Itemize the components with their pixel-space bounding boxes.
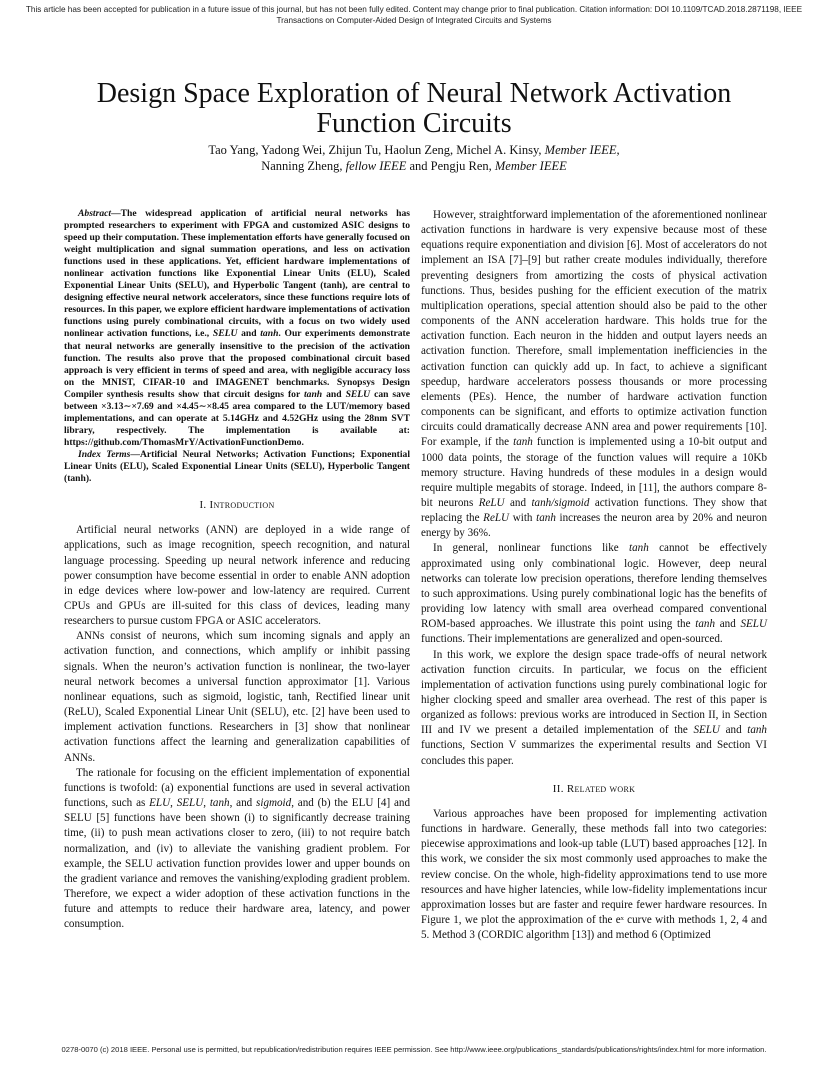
text-run: ,	[203, 797, 210, 810]
abstract-and-2: and	[322, 388, 346, 400]
intro-paragraph-3	[64, 766, 410, 933]
authors-names-1: Tao Yang, Yadong Wei, Zhijun Tu, Haolun Zeng, Michel A. Kinsy,	[208, 143, 542, 157]
term-tanh: tanh	[536, 512, 556, 525]
section-heading-related-work	[421, 782, 767, 797]
text-run: , and	[229, 797, 257, 810]
authors-line-2	[60, 158, 768, 174]
index-terms-text: —Artificial Neural Networks; Activation Functions; Exponential Linear Units (ELU), Scaled Exponential Linear Units (SELU), Hyperbolic Tangent (tanh).	[64, 448, 410, 485]
term-tanh: tanh	[629, 542, 649, 555]
intro-paragraph-1: Artificial neural networks (ANN) are deployed in a wide range of applications, such as image recognition, speech recognition, and natural language processing. Speeding up neural network inference and reducing power consumption have become essential in order to enable ANN adoption in edge devices where low-power and low-latency are required. Current CPUs and GPUs are ill-suited for this class of devices, leading many researchers to pursue custom FPGA or ASIC accelerators.	[64, 524, 410, 628]
left-column	[64, 208, 410, 932]
text-run: function is implemented using a 10-bit output and 1000 data points, the storage of the function values will require a 10Kb memory structure. Having hundreds of these modules in a design would require multiple megabits of storage. Indeed, in [11], the authors compare 8-bit neurons	[421, 436, 767, 509]
term-selu: SELU	[176, 797, 204, 810]
section-number: II.	[552, 782, 564, 795]
abstract-text-3: can save between ×3.13∼×7.69 and ×4.45∼×8.45 area compared to the LUT/memory based implementations, and can operate at 5.14GHz and 4.52GHz using the 28nm SVT library, respectively. The implementation is available at: https://github.com/ThomasMrY/ActivationFunctionDemo.	[64, 388, 411, 448]
text-run: functions. Their implementations are generalized and open-sourced.	[421, 633, 723, 646]
authors-line-1	[60, 142, 768, 158]
paper-title	[40, 79, 788, 139]
author-membership-2: fellow IEEE	[345, 159, 407, 173]
term-tanh: tanh	[695, 618, 715, 631]
term-elu: ELU	[149, 797, 171, 810]
abstract-selu: SELU	[212, 328, 238, 340]
term-selu: SELU	[693, 724, 720, 737]
abstract-label: Abstract	[78, 208, 112, 219]
term-selu: SELU	[740, 618, 767, 631]
author-list	[60, 142, 768, 174]
text-run: However, straightforward implementation of the aforementioned nonlinear activation functions in hardware is very expensive because most of these equations require exponentiation and division [6]. Most of accelerators do not implement an ISA [7]–[9] but rather create modules individually, therefore preventing designers from amortizing the costs of physical activation functions. Thus, besides pushing for the efficient execution of the matrix multiplication operations, special attention should also be paid to the other components of the ANN acceleration hardware. This holds true for the activation function. Each neuron in the hidden and output layers needs an activation function. Therefore, small implementation inefficiencies in the activation function can quickly add up. In fact, to achieve a significant speedup, hardware accelerators possess thousands or more processing elements (PEs). Hence, the number of hardware activation function components can be significant, and efforts to optimize activation function circuits could dramatically decrease ANN area and power requirements [10]. For example, if the	[421, 209, 767, 449]
section-heading-introduction	[64, 498, 410, 513]
section-title: Introduction	[209, 499, 275, 512]
authors-names-3: and Pengju Ren,	[409, 159, 492, 173]
intro-paragraph-2: ANNs consist of neurons, which sum incoming signals and apply an activation function, and connections, which amplify or inhibit passing signals. When the neuron’s activation function is nonlinear, the two-layer neural network becomes a universal function approximator [1]. Various nonlinear equations, such as sigmoid, logistic, tanh, Rectified linear unit (ReLU), Scaled Exponential Linear Unit (SELU), etc. [2] have been used to implement activation functions. Researchers in [3] show that nonlinear activation functions affect the learning and generalization capabilities of ANNs.	[64, 630, 410, 764]
intro-paragraph-4	[421, 208, 767, 541]
intro-paragraph-6	[421, 648, 767, 769]
text-run: The rationale for focusing on the efficient implementation of exponential functions is twofold: (a) exponential functions are used in several activation functions, such as	[64, 766, 410, 810]
intro-paragraph-5	[421, 541, 767, 647]
text-run: In this work, we explore the design space trade-offs of neural network activation function circuits. In particular, we focus on the efficient implementation of activation functions using purely combinational logic for higher clocking speed and smaller area overhead. The rest of this paper is organized as follows: previous works are introduced in Section II, in Section III and IV we present a detailed implementation of the	[421, 648, 767, 737]
text-run: In general, nonlinear functions like	[433, 542, 630, 555]
term-tanh: tanh	[209, 797, 230, 810]
publication-notice-header	[0, 4, 828, 26]
text-run: activation functions. They show that replacing the	[421, 496, 767, 525]
text-run: increases the neuron area by 20% and neuron energy by 36%.	[421, 512, 767, 540]
abstract-tanh-2: tanh	[304, 388, 323, 400]
author-membership-3: Member IEEE	[494, 159, 567, 173]
abstract-selu-2: SELU	[345, 388, 371, 400]
text-run: and	[719, 724, 748, 737]
text-run: functions, Section V summarizes the experimental results and Section VI concludes this paper.	[421, 739, 767, 767]
copyright-footer: 0278-0070 (c) 2018 IEEE. Personal use is permitted, but republication/redistribution requires IEEE permission. See http://www.ieee.org/publications_standards/publications/rights/index.html for more information.	[61, 1045, 767, 1054]
term-tanh: tanh	[513, 436, 533, 449]
author-membership-1: Member IEEE,	[544, 143, 620, 157]
text-run: , and (b) the ELU [4] and SELU [5] functions have been shown (i) to significantly decrease training time, (ii) to push mean activations closer to zero, (iii) to not require batch normalization, and (iv) to alleviate the vanishing gradient problem. For example, the SELU activation function provides lower and upper bounds on the gradient variance and removes the vanishing/exploding gradient problem. Therefore, we expect a wider adoption of these activation functions in the future and attempts to reduce their hardware area, latency, and power consumption.	[64, 797, 410, 931]
section-title: Related work	[566, 782, 636, 795]
text-run: and	[715, 618, 741, 631]
related-paragraph-1: Various approaches have been proposed for implementing activation functions in hardware. Generally, these methods fall into two categories: piecewise approximations and look-up table (LUT) based approaches [12]. In this work, we consider the six most commonly used approaches to make the review concise. On the whole, high-fidelity approximations tend to use more resources and have higher latencies, while low-fidelity implementations incur approximation losses but are faster and require fewer hardware resources. In Figure 1, we plot the approximation of the eˣ curve with methods 1, 2, 4 and 5. Method 3 (CORDIC algorithm [13]) and method 6 (Optimized	[421, 807, 767, 942]
right-column	[421, 208, 767, 943]
index-terms-label: Index Terms	[78, 448, 131, 460]
text-run: ,	[170, 797, 177, 810]
title-line-2: Function Circuits	[316, 108, 512, 139]
abstract-tanh: tanh	[260, 328, 279, 340]
index-terms	[64, 449, 410, 485]
section-number: I.	[199, 499, 207, 512]
term-relu: ReLU	[483, 512, 510, 525]
term-tanh: tanh	[747, 724, 767, 737]
term-relu: ReLU	[478, 496, 505, 509]
text-run: cannot be effectively approximated using only combinational logic. However, deep neural networks can tolerate low precision operations, therefore lending themselves to such approximations. Using purely combinational logic has the benefits of providing low latency with small area overhead compared conventional ROM-based approaches. We illustrate this point using the	[421, 542, 767, 631]
authors-names-2: Nanning Zheng,	[261, 159, 343, 173]
term-sigmoid: sigmoid	[256, 797, 292, 810]
abstract-and: and	[237, 328, 261, 340]
notice-line-1: This article has been accepted for publication in a future issue of this journal, but has not been fully edited. Content may change prior to final publication. Citation information: DOI 10.1109/TCAD.2018.2871198, IEEE	[25, 5, 803, 14]
text-run: with	[509, 512, 537, 525]
text-run: and	[504, 496, 532, 509]
title-line-1: Design Space Exploration of Neural Network Activation	[96, 78, 732, 109]
abstract	[64, 208, 410, 449]
term-tanh-sigmoid: tanh/sigmoid	[531, 496, 590, 509]
notice-line-2: Transactions on Computer-Aided Design of Integrated Circuits and Systems	[276, 16, 552, 25]
abstract-text-1: —The widespread application of artificial neural networks has prompted researchers to experiment with FPGA and customized ASIC designs to speed up their computation. These implementation efforts have generally focused on weight multiplication and signal summation operations, and less on activation functions used in these applications. Yet, efficient hardware implementations of nonlinear activation functions like Exponential Linear Units (ELU), Scaled Exponential Linear Units (SELU), and Hyperbolic Tangent (tanh), are central to designing effective neural network accelerators, since these functions require lots of resources. In this paper, we explore efficient hardware implementations of activation functions using purely combinational circuits, with a focus on two widely used nonlinear activation functions, i.e.,	[64, 208, 410, 340]
abstract-text-2: . Our experiments demonstrate that neural networks are generally insensitive to the precision of the activation function. The results also prove that the proposed combinational circuit based approach is very efficient in terms of speed and area, with negligible accuracy loss on the MNIST, CIFAR-10 and IMAGENET benchmarks. Synopsys Design Compiler synthesis results show that circuit designs for	[64, 328, 410, 400]
